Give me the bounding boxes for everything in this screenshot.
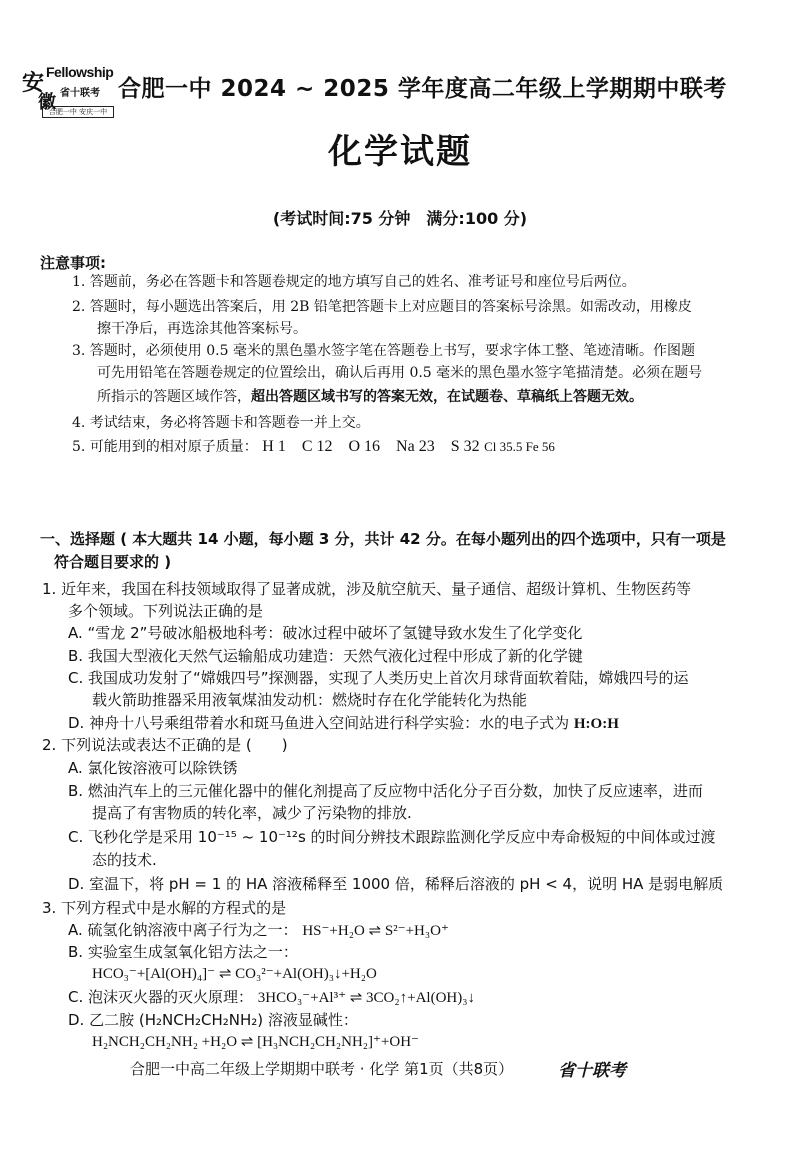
exam-title: 合肥一中 2024 ~ 2025 学年度高二年级上学期期中联考 <box>118 76 727 102</box>
q1-option-c-cont: 载火箭助推器采用液氧煤油发动机：燃烧时存在化学能转化为热能 <box>92 691 528 709</box>
q2-option-c: C. 飞秒化学是采用 10⁻¹⁵ ~ 10⁻¹²s 的时间分辨技术跟踪监测化学反应中寿命极短的中间体或过渡 <box>68 828 716 846</box>
notice-item-1: 1. 答题前，务必在答题卡和答题卷规定的地方填写自己的姓名、准考证号和座位号后两位。 <box>72 274 636 290</box>
q3-option-b: B. 实验室生成氢氧化铝方法之一： <box>68 943 298 961</box>
q3-option-d: D. 乙二胺 (H₂NCH₂CH₂NH₂) 溶液显碱性： <box>68 1011 358 1029</box>
notice-item-3-bold: 超出答题区域书写的答案无效，在试题卷、草稿纸上答题无效。 <box>251 389 643 405</box>
q2-option-c-cont: 态的技术. <box>92 851 157 869</box>
notice-item-3-cont2 <box>97 386 643 408</box>
q3-option-b-equation: HCO₃⁻+[Al(OH)₄]⁻ ⇌ CO₃²⁻+Al(OH)₃↓+H₂O <box>92 966 377 982</box>
q3-stem: 3. 下列方程式中是水解的方程式的是 <box>42 899 287 917</box>
notice-item-5 <box>72 436 555 458</box>
page-footer: 合肥一中高二年级上学期期中联考 · 化学 第1页（共8页） <box>130 1060 514 1078</box>
logo-char-hui: 徽 <box>38 92 56 113</box>
section-heading-line-1: 一、选择题 ( 本大题共 14 小题，每小题 3 分，共计 42 分。在每小题列出的四个选项中，只有一项是 <box>40 530 726 548</box>
q2-option-b: B. 燃油汽车上的三元催化器中的催化剂提高了反应物中活化分子百分数，加快了反应速率，进而 <box>68 782 703 800</box>
q3-option-c-equation: 3HCO₃⁻+Al³⁺ ⇌ 3CO₂↑+Al(OH)₃↓ <box>257 990 475 1006</box>
q3-option-a-text: A. 硫氢化钠溶液中离子行为之一： <box>68 921 298 939</box>
q1-option-c: C. 我国成功发射了“嫦娥四号”探测器，实现了人类历史上首次月球背面软着陆，嫦娥四号的运 <box>68 669 689 687</box>
logo-char-an: 安 <box>22 70 45 96</box>
logo-fellowship: Fellowship <box>46 64 114 80</box>
atomic-masses: H 1 C 12 O 16 Na 23 S 32 <box>262 438 480 455</box>
q2-option-a: A. 氯化铵溶液可以除铁锈 <box>68 759 238 777</box>
q1-option-d <box>68 712 619 736</box>
q3-option-d-equation: H₂NCH₂CH₂NH₂ +H₂O ⇌ [H₃NCH₂CH₂NH₂]⁺+OH⁻ <box>92 1034 419 1050</box>
logo-subtitle: 省十联考 <box>60 88 100 99</box>
q2-option-d: D. 室温下，将 pH = 1 的 HA 溶液稀释至 1000 倍，稀释后溶液的 pH < 4，说明 HA 是弱电解质 <box>68 875 724 893</box>
notice-item-5-label: 5. 可能用到的相对原子质量： <box>72 439 258 455</box>
water-electron-formula: H:O:H <box>573 716 619 732</box>
subject-title: 化学试题 <box>328 132 472 172</box>
q2-option-b-cont: 提高了有害物质的转化率，减少了污染物的排放. <box>92 804 412 822</box>
q1-option-b: B. 我国大型液化天然气运输船成功建造：天然气液化过程中形成了新的化学键 <box>68 647 583 665</box>
q1-stem: 1. 近年来，我国在科技领域取得了显著成就，涉及航空航天、量子通信、超级计算机、生物医药等 <box>42 580 692 598</box>
footer-tag: 省十联考 <box>558 1061 626 1081</box>
q3-option-c-text: C. 泡沫灭火器的灭火原理： <box>68 988 254 1006</box>
q1-option-d-text: D. 神舟十八号乘组带着水和斑马鱼进入空间站进行科学实验：水的电子式为 <box>68 714 570 732</box>
exam-info: (考试时间:75 分钟 满分:100 分) <box>272 209 528 228</box>
section-heading <box>40 528 770 574</box>
notice-item-2: 2. 答题时，每小题选出答案后，用 2B 铅笔把答题卡上对应题目的答案标号涂黑。如需改动，用橡皮 <box>72 299 692 315</box>
notice-heading: 注意事项: <box>40 254 106 272</box>
section-heading-line-2: 符合题目要求的 ) <box>54 553 172 571</box>
q3-option-c <box>68 986 475 1010</box>
q2-stem: 2. 下列说法或表达不正确的是 ( ) <box>42 736 288 754</box>
exam-logo <box>22 64 114 122</box>
notice-item-3-text: 所指示的答题区域作答， <box>97 389 251 405</box>
q1-stem-cont: 多个领域。下列说法正确的是 <box>68 602 264 620</box>
notice-item-3-cont: 可先用铅笔在答题卷规定的位置绘出，确认后再用 0.5 毫米的黑色墨水签字笔描清楚。必须在题号 <box>97 365 703 381</box>
q1-option-a: A. “雪龙 2”号破冰船极地科考：破冰过程中破坏了氢键导致水发生了化学变化 <box>68 624 583 642</box>
notice-item-3: 3. 答题时，必须使用 0.5 毫米的黑色墨水签字笔在答题卷上书写，要求字体工整、笔迹清晰。作图题 <box>72 343 695 359</box>
atomic-masses-small: Cl 35.5 Fe 56 <box>484 439 555 454</box>
q3-option-a <box>68 919 449 943</box>
notice-item-4: 4. 考试结束，务必将答题卡和答题卷一并上交。 <box>72 415 370 431</box>
notice-item-2-cont: 擦干净后，再选涂其他答案标号。 <box>97 321 307 337</box>
logo-bar: 合肥一中 安庆一中 <box>42 106 114 118</box>
q3-option-a-equation: HS⁻+H₂O ⇌ S²⁻+H₃O⁺ <box>302 923 449 939</box>
